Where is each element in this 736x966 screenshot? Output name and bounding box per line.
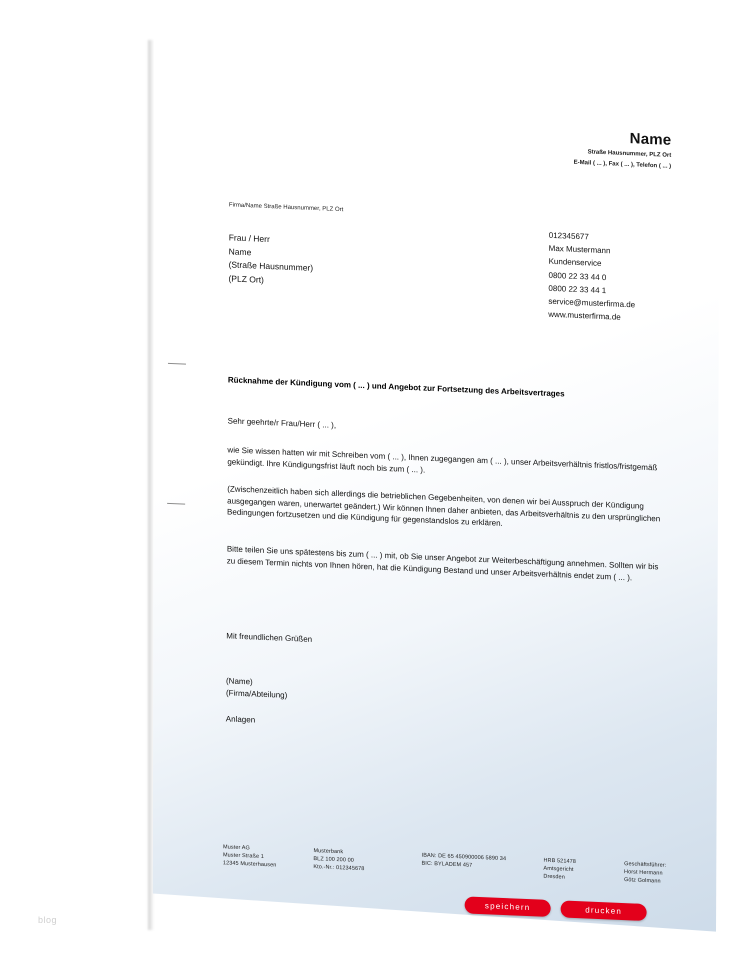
footer-management-title: Geschäftsführer: [624, 861, 667, 869]
letter-paragraph-3: Bitte teilen Sie uns spätestens bis zum ( ... ) mit, ob Sie unser Angebot zur Weiterbeschäftigung annehmen. Sollten wir bis zu diesem Termin nichts von Ihnen hören, hat die Kündigung Bestand und unser Arbeitsverhältnis endet zum ( ... ). [226, 544, 659, 582]
document-footer [223, 843, 693, 887]
footer-bank-1: Musterbank [313, 848, 344, 856]
letter-subject: Rücknahme der Kündigung vom ( ... ) und Angebot zur Fortsetzung des Arbeitsvertrages [227, 375, 565, 399]
watermark-label: blog [38, 915, 58, 925]
footer-register-2: Amtsgericht [543, 865, 574, 873]
fold-mark-middle [167, 503, 185, 505]
recipient-line-2: Name [228, 245, 252, 257]
footer-management-2: Götz Golmann [623, 877, 661, 885]
letter-attachments: Anlagen [225, 714, 256, 725]
recipient-line-3: (Straße Hausnummer) [228, 259, 314, 273]
footer-bank-2: BLZ 100 200 00 [313, 856, 354, 864]
footer-column-management [624, 860, 693, 887]
letter-closing: Mit freundlichen Grüßen [226, 631, 313, 644]
footer-management-1: Horst Hermann [624, 869, 663, 877]
footer-company-2: Muster Straße 1 [222, 852, 264, 860]
footer-register-3: Dresden [543, 873, 565, 881]
letterhead-address: Straße Hausnummer, PLZ Ort [587, 149, 672, 159]
contact-block [548, 229, 729, 329]
footer-bic: BIC: BYLADEM 457 [421, 860, 473, 869]
contact-email: service@musterfirma.de [548, 296, 636, 310]
print-button[interactable]: drucken [561, 900, 647, 921]
footer-column-company [223, 843, 314, 871]
footer-company-3: 12345 Musterhausen [222, 860, 277, 869]
signature-name: (Name) [226, 676, 253, 687]
contact-line-2: Max Mustermann [548, 243, 611, 256]
contact-line-5: 0800 22 33 44 1 [548, 283, 607, 295]
contact-website: www.musterfirma.de [548, 309, 621, 323]
fold-mark-top [168, 363, 186, 365]
document-preview[interactable] [150, 32, 720, 937]
letterhead-name: Name [629, 130, 672, 149]
recipient-line-1: Frau / Herr [228, 232, 270, 245]
footer-company-1: Muster AG [223, 844, 250, 852]
letter-salutation: Sehr geehrte/r Frau/Herr ( ... ), [227, 416, 337, 430]
footer-column-bank [313, 847, 421, 876]
letterhead-contact: E-Mail ( ... ), Fax ( ... ), Telefon ( ... ) [573, 159, 672, 170]
save-button[interactable]: speichern [465, 896, 551, 917]
sender-return-line: Firma/Name Straße Hausnummer, PLZ Ort [228, 202, 344, 214]
contact-line-4: 0800 22 33 44 0 [548, 270, 607, 282]
signature-company: (Firma/Abteilung) [225, 688, 288, 700]
recipient-line-4: (PLZ Ort) [228, 272, 264, 285]
contact-line-1: 012345677 [548, 230, 589, 242]
document-content [144, 32, 719, 961]
contact-line-3: Kundenservice [548, 257, 602, 269]
footer-column-register [543, 857, 624, 884]
recipient-address [228, 231, 468, 295]
footer-iban: IBAN: DE 65 450900006 5890 34 [421, 852, 507, 863]
letter-paragraph-1: wie Sie wissen hatten wir mit Schreiben vom ( ... ), Ihnen zugegangen am ( ... ), unser Arbeitsverhältnis fristlos/fristgemäß gekündigt. Ihre Kündigungsfrist läuft noch bis zum ( ... ). [227, 445, 658, 475]
footer-bank-3: Kto.-Nr.: 012345678 [313, 864, 365, 873]
letter-paragraph-2: (Zwischenzeitlich haben sich allerdings die betrieblichen Gegebenheiten, von denen wir bei Ausspruch der Kündigung ausgegangen waren, unerwartet geändert.) Wir können Ihnen daher anbieten, das Arbeitsverhältnis zu den ursprünglichen Bedingungen fortzusetzen und die Kündigung für gegenstandslos zu erklären. [227, 484, 661, 529]
footer-register-1: HRB 521478 [543, 857, 576, 866]
action-buttons [465, 896, 715, 928]
footer-column-iban [421, 852, 543, 881]
letter-signature [226, 675, 287, 702]
